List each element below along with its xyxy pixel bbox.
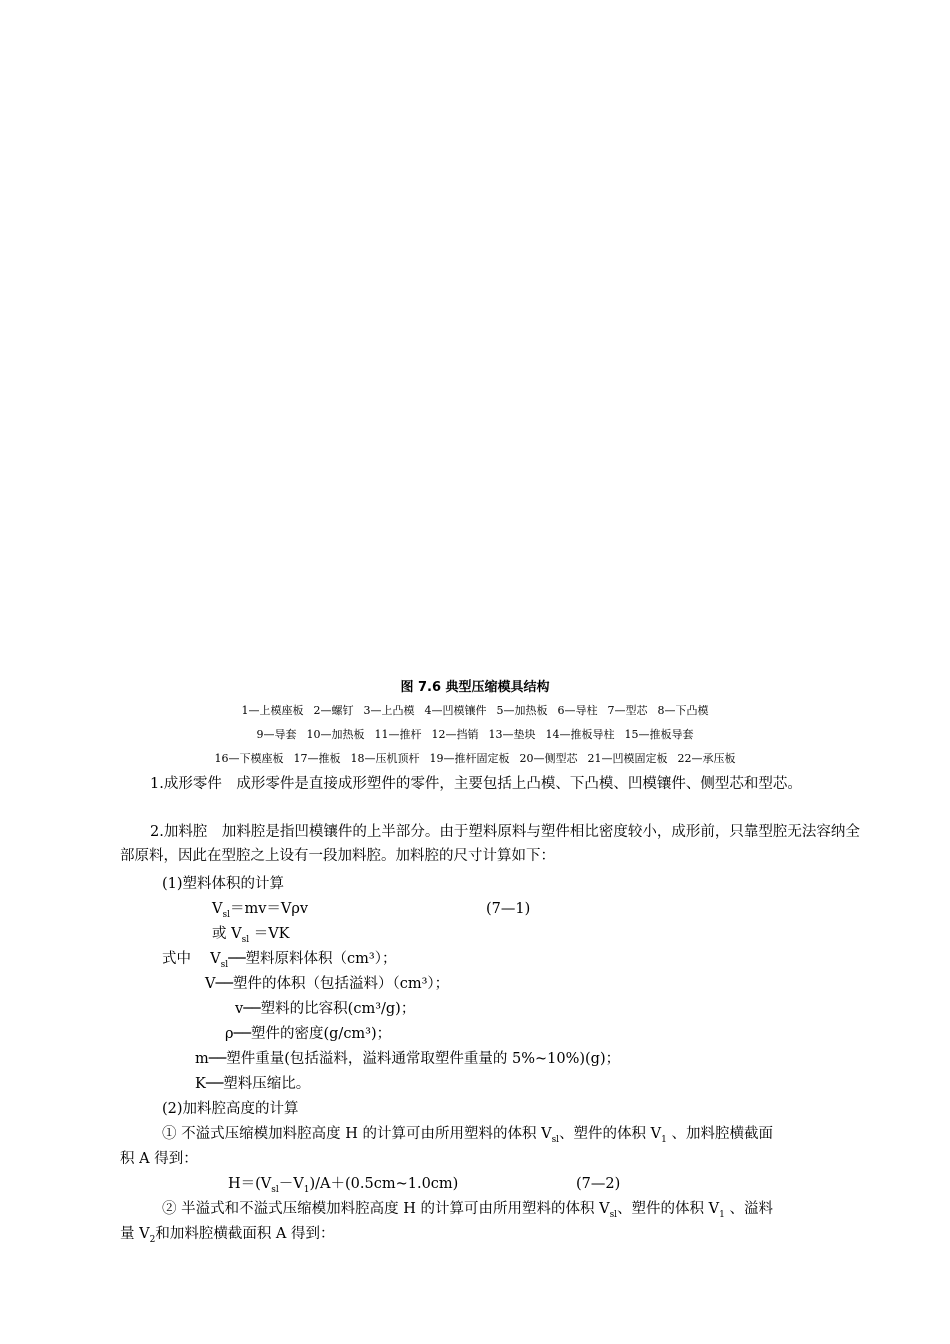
equation-number-7-1: (7—1) bbox=[486, 901, 531, 917]
case-2-text-a: ② 半溢式和不溢式压缩模加料腔高度 H 的计算可由所用塑料的体积 V bbox=[162, 1201, 610, 1217]
definition-rho: ρ──塑件的密度(g/cm³)； bbox=[225, 1026, 392, 1042]
case-1-text-c: 、加料腔横截面 bbox=[666, 1126, 773, 1142]
legend-item: 22—承压板 bbox=[677, 752, 736, 765]
legend-item: 17—推板 bbox=[293, 752, 341, 765]
definition-k-text: ──塑料压缩比。 bbox=[205, 1076, 311, 1092]
legend-item: 16—下模座板 bbox=[214, 752, 284, 765]
legend-item: 19—推杆固定板 bbox=[429, 752, 510, 765]
case-2-line-2: 量 $V_2$和加料腔横截面积 A 得到： bbox=[120, 1226, 335, 1245]
legend-item: 20—侧型芯 bbox=[519, 752, 578, 765]
figure-caption: 图 7.6 典型压缩模具结构 bbox=[400, 680, 550, 695]
legend-item: 1—上模座板 bbox=[241, 704, 304, 717]
legend-item: 7—型芯 bbox=[607, 704, 648, 717]
case-1-text-a: ① 不溢式压缩模加料腔高度 H 的计算可由所用塑料的体积 V bbox=[162, 1126, 552, 1142]
figure-legend-row-3 bbox=[0, 750, 950, 766]
legend-item: 11—推杆 bbox=[374, 728, 422, 741]
legend-item: 5—加热板 bbox=[496, 704, 548, 717]
case-2-text-b: 、塑件的体积 V bbox=[617, 1201, 720, 1217]
definition-v: V──塑件的体积（包括溢料）（cm³）； bbox=[205, 976, 450, 992]
equation-7-2: $H=(V_{sl}-V_1)/A+(0.5cm\sim 1.0cm)$ bbox=[228, 1176, 459, 1195]
paragraph-loading-chamber: 2.加料腔 加料腔是指凹模镶件的上半部分。由于塑料原料与塑件相比密度较小，成形前，只靠型腔无法容纳全部原料，因此在型腔之上设有一段加料腔。加料腔的尺寸计算如下： bbox=[120, 824, 860, 864]
definition-k: K──塑料压缩比。 bbox=[195, 1076, 311, 1092]
case-2-text-e: 和加料腔横截面积 A 得到： bbox=[155, 1226, 335, 1242]
equation-7-1: $V_{sl}=mv=V\rho v$ bbox=[212, 901, 309, 920]
legend-item: 15—推板导套 bbox=[624, 728, 694, 741]
or-label: 或 bbox=[212, 926, 227, 942]
legend-item: 12—挡销 bbox=[431, 728, 479, 741]
case-1-line-2: 积 A 得到： bbox=[120, 1151, 198, 1167]
legend-item: 2—螺钉 bbox=[313, 704, 354, 717]
definition-nu: v──塑料的比容积(cm³/g)； bbox=[235, 1001, 416, 1017]
case-2-line-1: ② 半溢式和不溢式压缩模加料腔高度 H 的计算可由所用塑料的体积 $V_{sl}$、塑件的体积 $V_1$ 、溢料 bbox=[162, 1201, 773, 1220]
legend-item: 6—导柱 bbox=[557, 704, 598, 717]
heading-volume-calc: (1)塑料体积的计算 bbox=[162, 876, 285, 892]
definition-m-text: ──塑件重量(包括溢料，溢料通常取塑件重量的 5%~10%)(g)； bbox=[208, 1051, 621, 1067]
legend-item: 14—推板导柱 bbox=[545, 728, 615, 741]
figure-legend-row-2 bbox=[0, 726, 950, 742]
equation-7-1-alt: 或 $V_{sl} =VK$ bbox=[212, 926, 290, 945]
heading-height-calc: (2)加料腔高度的计算 bbox=[162, 1101, 299, 1117]
equation-number-7-2: (7—2) bbox=[576, 1176, 621, 1192]
legend-item: 8—下凸模 bbox=[657, 704, 709, 717]
legend-item: 9—导套 bbox=[256, 728, 297, 741]
legend-item: 13—垫块 bbox=[488, 728, 536, 741]
legend-item: 21—凹模固定板 bbox=[587, 752, 668, 765]
legend-item: 4—凹模镶件 bbox=[424, 704, 487, 717]
figure-legend-row-1 bbox=[0, 702, 950, 718]
legend-item: 10—加热板 bbox=[306, 728, 365, 741]
case-1-text-b: 、塑件的体积 V bbox=[559, 1126, 662, 1142]
case-2-text-d: 量 V bbox=[120, 1226, 150, 1242]
case-1-line-1: ① 不溢式压缩模加料腔高度 H 的计算可由所用塑料的体积 $V_{sl}$、塑件的体积 $V_1$ 、加料腔横截面 bbox=[162, 1126, 773, 1145]
definition-rho-text: ──塑件的密度(g/cm³)； bbox=[233, 1026, 392, 1042]
formula-where-label: 式中 bbox=[162, 951, 191, 967]
definition-vsl-text: ──塑料原料体积（cm³）； bbox=[228, 951, 397, 967]
case-2-text-c: 、溢料 bbox=[724, 1201, 773, 1217]
legend-item: 18—压机顶杆 bbox=[350, 752, 420, 765]
definition-vsl: 式中 $V_{sl}──$塑料原料体积（cm³）； bbox=[162, 951, 397, 970]
paragraph-forming-parts: 1.成形零件 成形零件是直接成形塑件的零件，主要包括上凸模、下凸模、凹模镶件、侧型芯和型芯。 bbox=[150, 776, 802, 792]
figure-image-area bbox=[120, 60, 860, 660]
definition-m: m──塑件重量(包括溢料，溢料通常取塑件重量的 5%~10%)(g)； bbox=[195, 1051, 621, 1067]
legend-item: 3—上凸模 bbox=[363, 704, 415, 717]
definition-v-text: ──塑件的体积（包括溢料）（cm³）； bbox=[215, 976, 450, 992]
definition-nu-text: ──塑料的比容积(cm³/g)； bbox=[243, 1001, 416, 1017]
